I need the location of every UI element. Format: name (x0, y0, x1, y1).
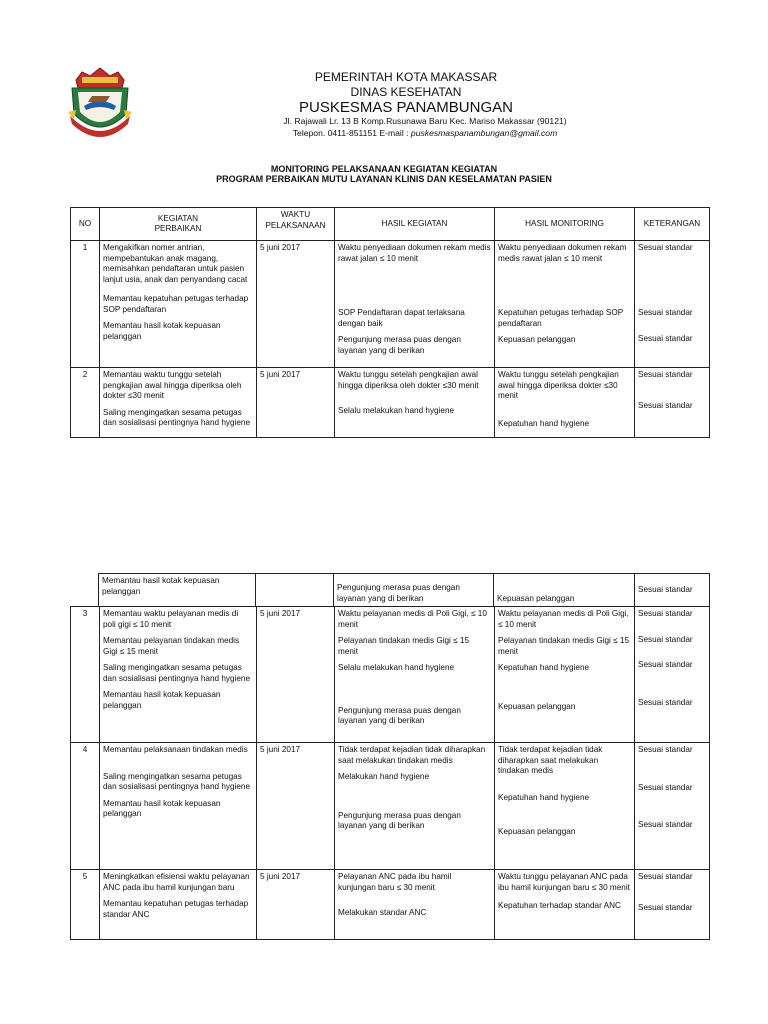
hasil-monitoring-cell: Waktu pelayanan medis di Poli Gigi, ≤ 10 menit Pelayanan tindakan medis Gigi ≤ 15 menit Kepatuhan hand hygiene Kepuasan pelanggan (495, 607, 635, 743)
kegiatan-cell: Memantau waktu pelayanan medis di poli gigi ≤ 10 menit Memantau pelayanan tindakan medis Gigi ≤ 15 menit Saling mengingatkan sesama petugas dan sosialisasi pentingnya hand hygiene Memantau hasil kotak kepuasan pelanggan (100, 607, 257, 743)
keterangan-cell: Sesuai standar Sesuai standar (635, 870, 710, 940)
table-row (71, 870, 710, 940)
doc-title: MONITORING PELAKSANAAN KEGIATAN KEGIATAN (270, 164, 498, 174)
row-number: 3 (71, 607, 100, 743)
col-hasil-kegiatan: HASIL KEGIATAN (335, 208, 495, 241)
address: Jl. Rajawali Lr. 13 B Komp.Rusunawa Baru Kec. Mariso Makassar (90121) (283, 116, 567, 126)
kegiatan-cell: Memantau pelaksanaan tindakan medis Saling mengingatkan sesama petugas dan sosialisasi pentingnya hand hygiene Memantau hasil kotak kepuasan pelanggan (100, 743, 257, 870)
contact-line (260, 128, 590, 138)
kegiatan-cell: Meningkatkan efisiensi waktu pelayanan ANC pada ibu hamil kunjungan baru Memantau kepatuhan petugas terhadap standar ANC (100, 870, 257, 940)
table-row (71, 368, 710, 438)
keterangan-cell: Sesuai standar Sesuai standar (635, 368, 710, 438)
row-number: 4 (71, 743, 100, 870)
monitoring-table-page2 (98, 573, 710, 607)
hasil-monitoring-cell: Kepuasan pelanggan (494, 574, 635, 607)
keterangan-cell: Sesuai standar Sesuai standar Sesuai standar (635, 743, 710, 870)
kegiatan-cell: Mengakifkan nomer antrian, mempebantukan anak magang, memisahkan pendaftaran untuk pasien lanjut usia, anak dan penyandang cacat Memantau kepatuhan petugas terhadap SOP pendaftaran Memantau hasil kotak kepuasan pelanggan (100, 241, 257, 368)
city-emblem-icon (66, 66, 134, 142)
hasil-monitoring-cell: Waktu penyediaan dokumen rekam medis rawat jalan ≤ 10 menit Kepatuhan petugas terhadap SOP pendaftaran Kepuasan pelanggan (495, 241, 635, 368)
hasil-monitoring-cell: Waktu tunggu pelayanan ANC pada ibu hamil kunjungan baru ≤ 30 menit Kepatuhan terhadap standar ANC (495, 870, 635, 940)
table-header-row (71, 208, 710, 241)
table-row (71, 241, 710, 368)
hasil-kegiatan-cell: Waktu penyediaan dokumen rekam medis rawat jalan ≤ 10 menit SOP Pendaftaran dapat terlaksana dengan baik Pengunjung merasa puas dengan layanan yang di berikan (335, 241, 495, 368)
row-number: 5 (71, 870, 100, 940)
table-row (71, 743, 710, 870)
col-waktu: WAKTU PELAKSANAAN (257, 208, 335, 241)
doc-subtitle: PROGRAM PERBAIKAN MUTU LAYANAN KLINIS DAN KESELAMATAN PASIEN (216, 174, 552, 184)
col-kegiatan: KEGIATAN PERBAIKAN (100, 208, 257, 241)
hasil-monitoring-cell: Tidak terdapat kejadian tidak diharapkan saat melakukan tindakan medis Kepatuhan hand hygiene Kepuasan pelanggan (495, 743, 635, 870)
waktu-cell: 5 juni 2017 (257, 368, 335, 438)
hasil-kegiatan-cell: Pengunjung merasa puas dengan layanan yang di berikan (334, 574, 494, 607)
keterangan-cell: Sesuai standar (635, 574, 710, 607)
col-hasil-monitoring: HASIL MONITORING (495, 208, 635, 241)
department-name: DINAS KESEHATAN (350, 85, 462, 99)
gov-name: PEMERINTAH KOTA MAKASSAR (314, 70, 498, 84)
hasil-kegiatan-cell: Waktu pelayanan medis di Poli Gigi, ≤ 10 menit Pelayanan tindakan medis Gigi ≤ 15 menit Selalu melakukan hand hygiene Pengunjung merasa puas dengan layanan yang di berikan (335, 607, 495, 743)
col-keterangan: KETERANGAN (635, 208, 710, 241)
keterangan-cell: Sesuai standar Sesuai standar Sesuai standar Sesuai standar (635, 607, 710, 743)
waktu-cell: 5 juni 2017 (257, 607, 335, 743)
waktu-cell: 5 juni 2017 (257, 241, 335, 368)
hasil-kegiatan-cell: Waktu tunggu setelah pengkajian awal hingga diperiksa oleh dokter ≤30 menit Selalu melakukan hand hygiene (335, 368, 495, 438)
kegiatan-cell: Memantau hasil kotak kepuasan pelanggan (99, 574, 256, 607)
monitoring-table-rows-3-5 (70, 606, 710, 940)
waktu-cell (256, 574, 334, 607)
email-text: puskesmaspanambungan@gmail.com (410, 128, 558, 138)
hasil-monitoring-cell: Waktu tunggu setelah pengkajian awal hingga diperiksa dokter ≤30 menit Kepatuhan hand hygiene (495, 368, 635, 438)
waktu-cell: 5 juni 2017 (257, 743, 335, 870)
col-no: NO (71, 208, 100, 241)
institution-name: PUSKESMAS PANAMBUNGAN (299, 99, 513, 116)
phone-text: Telepon. 0411-851151 E-mail : (292, 128, 411, 138)
row-number: 2 (71, 368, 100, 438)
keterangan-cell: Sesuai standar Sesuai standar Sesuai standar (635, 241, 710, 368)
row-number: 1 (71, 241, 100, 368)
letterhead (0, 0, 768, 150)
hasil-kegiatan-cell: Pelayanan ANC pada ibu hamil kunjungan baru ≤ 30 menit Melakukan standar ANC (335, 870, 495, 940)
hasil-kegiatan-cell: Tidak terdapat kejadian tidak diharapkan saat melakukan tindakan medis Melakukan hand hygiene Pengunjung merasa puas dengan layanan yang di berikan (335, 743, 495, 870)
kegiatan-cell: Memantau waktu tunggu setelah pengkajian awal hingga diperiksa oleh dokter ≤30 menit Saling mengingatkan sesama petugas dan sosialisasi pentingnya hand hygiene (100, 368, 257, 438)
monitoring-table-page1 (70, 207, 710, 438)
table-row (71, 607, 710, 743)
waktu-cell: 5 juni 2017 (257, 870, 335, 940)
table-row (99, 574, 710, 607)
